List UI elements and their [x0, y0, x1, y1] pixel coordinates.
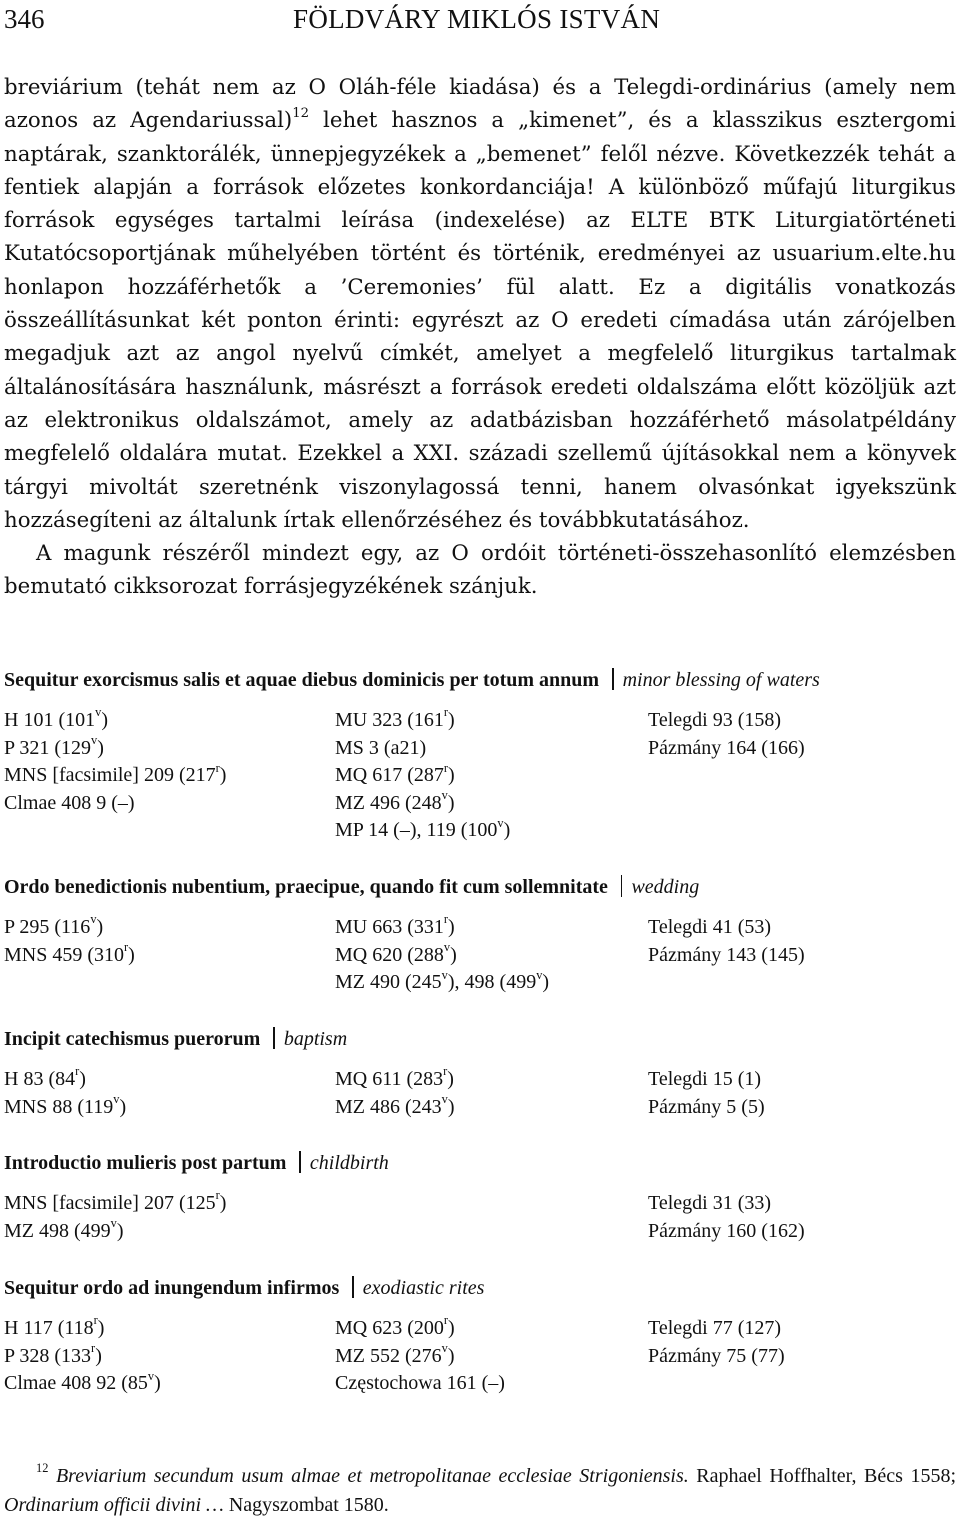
source-row [4, 914, 956, 942]
section-category: childbirth [309, 1152, 389, 1174]
source-entry: MS 3 (a21) [335, 736, 427, 759]
folio-side: v [441, 967, 448, 982]
section-category: exodiastic rites [362, 1277, 485, 1299]
source-list [4, 914, 956, 997]
section-title: Sequitur ordo ad inungendum infirmos [4, 1277, 340, 1299]
folio-side: v [113, 1092, 120, 1107]
folio-side: v [147, 1368, 155, 1383]
source-list [4, 1190, 956, 1245]
folio-side: v [90, 912, 97, 927]
source-entry: Telegdi 15 (1) [648, 1068, 762, 1090]
section-anointing [4, 1276, 956, 1398]
source-row [4, 1066, 956, 1094]
source-row [4, 1315, 956, 1343]
source-entry: Clmae 408 92 (85$^v$) [4, 1368, 161, 1395]
source-entry: MU 663 (331$^r$) [335, 912, 455, 938]
source-row [4, 762, 956, 790]
source-row [4, 790, 956, 818]
source-entry: Telegdi 31 (33) [648, 1192, 772, 1214]
source-list [4, 1315, 956, 1398]
body-text [4, 71, 956, 604]
source-row [4, 1094, 956, 1122]
source-entry: P 328 (133$^r$) [4, 1341, 102, 1367]
source-row [4, 735, 956, 763]
folio-side: r [443, 705, 449, 720]
source-entry: MP 14 (–), 119 (100$^v$) [335, 815, 511, 842]
section-heading [4, 875, 956, 903]
source-row [4, 942, 956, 970]
folio-side: v [441, 788, 448, 803]
folio-side: r [443, 760, 449, 775]
source-row [4, 1370, 956, 1398]
source-entry: Częstochowa 161 (–) [335, 1372, 505, 1395]
section-heading [4, 1276, 956, 1304]
source-entry: Pázmány 164 (166) [648, 736, 805, 759]
source-entry: Telegdi 77 (127) [648, 1317, 782, 1339]
footnote-text-1: Raphael Hoffhalter, Bécs 1558; [688, 1465, 957, 1487]
section-wedding [4, 875, 956, 997]
footnote-title-2: Ordinarium officii divini … [4, 1494, 224, 1516]
folio-side: v [443, 940, 451, 955]
section-heading [4, 1027, 956, 1055]
page-number: 346 [4, 4, 45, 34]
source-entry: Pázmány 5 (5) [648, 1095, 765, 1118]
paragraph-1-start: breviárium (tehát nem az O Oláh-féle kiadása) és a Telegdi-ordinárius (amely nem azonos az Agendariussal) [4, 75, 956, 134]
running-title: FÖLDVÁRY MIKLÓS ISTVÁN [293, 4, 661, 34]
folio-side: v [91, 733, 98, 748]
source-entry: MNS [facsimile] 209 (217$^r$) [4, 760, 227, 787]
source-entry: Telegdi 41 (53) [648, 916, 772, 938]
folio-side: r [215, 760, 220, 775]
separator [299, 1151, 301, 1173]
section-heading [4, 1151, 956, 1179]
source-entry: MQ 623 (200$^r$) [335, 1313, 455, 1339]
section-category: baptism [283, 1028, 348, 1050]
source-entry: MZ 552 (276$^v$) [335, 1341, 455, 1367]
source-entry: P 295 (116$^v$) [4, 912, 104, 938]
separator [273, 1027, 275, 1049]
source-entry: MQ 620 (288$^v$) [335, 940, 457, 966]
source-entry: MZ 486 (243$^v$) [335, 1092, 455, 1118]
paragraph-1-rest: lehet hasznos a „kimenet”, és a klasszikus esztergomi naptárak, szanktorálék, ünnepjegyzékek a „bemenet” felől nézve. Következzék tehát a fentiek alapján a források előzetes konkordanciája! A különböző műfajú liturgikus források egységes tartalmi leírása (indexelése) az ELTE BTK Liturgiatörténeti Kutatócsoportjának műhelyében történt és történik, eredményei az usuarium.elte.hu honlapon hozzáférhetők a ’Ceremonies’ fül alatt. Ez a digitális vonatkozás összeállításunkat két ponton érinti: egyrészt az O eredeti címadása után zárójelben megadjuk azt az angol nyelvű címkét, amelyet a megfelelő liturgikus tartalmak általánosítására használunk, másrészt a források eredeti oldalszáma előtt közöljük azt az elektronikus oldalszámot, amely az adatbázisban hozzáférhető másolatpéldány megfelelő oldalára mutat. Ezekkel a XXI. századi szellemű újításokkal nem a könyvek tárgyi mivoltát szeretnénk viszonylagossá tenni, hanem olvasónkat igyekszünk hozzásegíteni az általunk írtak ellenőrzéséhez és továbbkutatásához. [4, 108, 956, 533]
source-row [4, 969, 956, 997]
section-exorcism [4, 668, 956, 845]
source-entry: MZ 498 (499$^v$) [4, 1216, 124, 1242]
footnote-number: 12 [36, 1461, 49, 1476]
section-title: Sequitur exorcismus salis et aquae diebus dominicis per totum annum [4, 669, 600, 691]
folio-side: r [443, 912, 449, 927]
section-title: Incipit catechismus puerorum [4, 1028, 261, 1050]
folio-side: r [91, 1341, 96, 1356]
source-entry: MZ 490 (245$^v$), 498 (499$^v$) [335, 967, 550, 994]
source-row [4, 1343, 956, 1371]
source-entry: Pázmány 160 (162) [648, 1219, 805, 1242]
section-childbirth [4, 1151, 956, 1245]
source-row [4, 817, 956, 845]
folio-side: r [75, 1064, 80, 1079]
source-entry: MNS [facsimile] 207 (125$^r$) [4, 1188, 227, 1214]
source-list [4, 1066, 956, 1121]
separator [621, 875, 623, 897]
source-row [4, 1190, 956, 1218]
section-category: wedding [631, 876, 700, 898]
folio-side: r [443, 1064, 448, 1079]
source-entry: Clmae 408 9 (–) [4, 791, 135, 814]
source-entry: H 117 (118$^r$) [4, 1313, 105, 1339]
page-header [4, 4, 956, 36]
folio-side: r [124, 940, 129, 955]
source-entry: MQ 617 (287$^r$) [335, 760, 455, 787]
footnote-text-2: Nagyszombat 1580. [223, 1494, 389, 1516]
folio-side: v [441, 1341, 448, 1356]
section-title: Ordo benedictionis nubentium, praecipue, quando fit cum sollemnitate [4, 876, 608, 898]
source-entry: MZ 496 (248$^v$) [335, 788, 455, 814]
source-entry: P 321 (129$^v$) [4, 733, 104, 759]
paragraph-1 [4, 71, 956, 537]
source-entry: H 101 (101$^v$) [4, 705, 108, 731]
source-entry: MNS 88 (119$^v$) [4, 1092, 127, 1118]
source-list [4, 707, 956, 845]
source-row [4, 1218, 956, 1246]
paragraph-2: A magunk részéről mindezt egy, az O ordóit történeti-összehasonlító elemzésben bemutató cikksorozat forrásjegyzékének szánjuk. [4, 541, 956, 600]
folio-side: r [443, 1313, 449, 1328]
section-category: minor blessing of waters [622, 669, 820, 691]
source-entry: Telegdi 93 (158) [648, 709, 782, 731]
separator [612, 668, 614, 690]
folio-side: r [215, 1188, 220, 1203]
source-entry: Pázmány 75 (77) [648, 1344, 785, 1367]
source-entry: Pázmány 143 (145) [648, 943, 805, 966]
folio-side: v [95, 705, 102, 720]
section-heading [4, 668, 956, 696]
footnote-ref: 12 [292, 106, 310, 122]
source-entry: MQ 611 (283$^r$) [335, 1064, 454, 1090]
section-baptism [4, 1027, 956, 1121]
folio-side: v [441, 1092, 448, 1107]
folio-side: v [536, 967, 543, 982]
separator [352, 1276, 354, 1298]
folio-side: r [93, 1313, 98, 1328]
source-row [4, 707, 956, 735]
folio-side: v [110, 1216, 117, 1231]
footnote [4, 1462, 956, 1520]
source-entry: H 83 (84$^r$) [4, 1064, 86, 1090]
section-title: Introductio mulieris post partum [4, 1152, 287, 1174]
source-entry: MNS 459 (310$^r$) [4, 940, 135, 966]
footnote-title-1: Breviarium secundum usum almae et metropolitanae ecclesiae Strigoniensis. [55, 1465, 689, 1487]
source-entry: MU 323 (161$^r$) [335, 705, 455, 731]
folio-side: v [497, 815, 504, 830]
